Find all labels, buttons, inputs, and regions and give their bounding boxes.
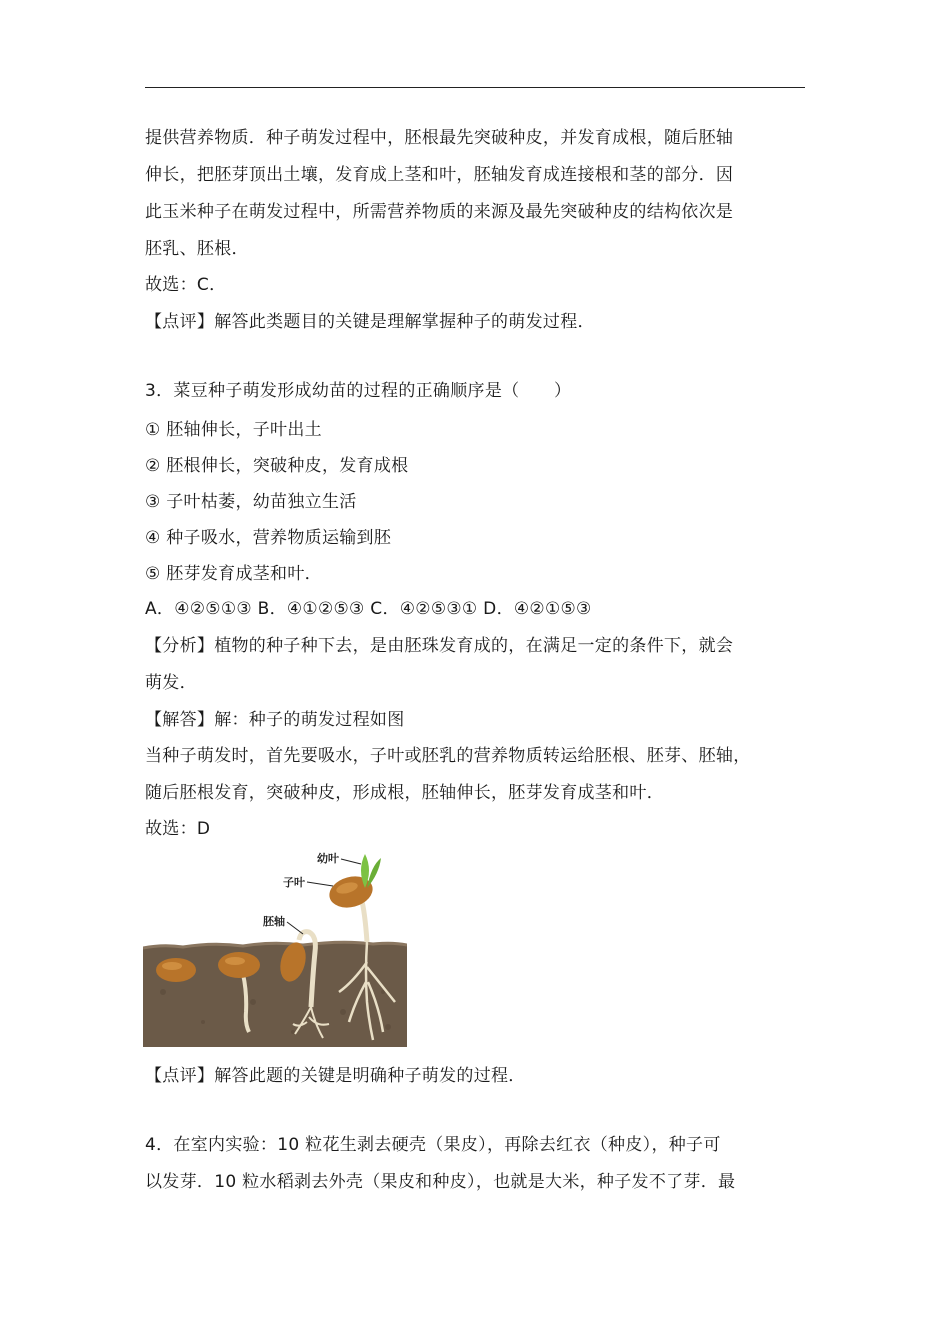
cotyledon bbox=[326, 872, 376, 912]
step-3: ③ 子叶枯萎，幼苗独立生活 bbox=[145, 492, 357, 512]
step-5: ⑤ 胚芽发育成茎和叶． bbox=[145, 564, 322, 584]
solution-line-2: 当种子萌发时，首先要吸水，子叶或胚乳的营养物质转运给胚根、胚芽、胚轴， bbox=[145, 746, 751, 766]
question-4-line-1: 4．在室内实验：10 粒花生剥去硬壳（果皮），再除去红衣（种皮），种子可 bbox=[145, 1135, 721, 1155]
germination-illustration bbox=[143, 852, 407, 1047]
solution-line-1: 【解答】解：种子的萌发过程如图 bbox=[145, 710, 405, 730]
question-4-line-2: 以发芽．10 粒水稻剥去外壳（果皮和种皮），也就是大米，种子发不了芽．最 bbox=[145, 1172, 736, 1192]
header-rule bbox=[145, 87, 805, 88]
step-4: ④ 种子吸水，营养物质运输到胚 bbox=[145, 528, 392, 548]
answer-line-2: 伸长，把胚芽顶出土壤，发育成上茎和叶，胚轴发育成连接根和茎的部分．因 bbox=[145, 165, 734, 185]
label-cotyledon: 子叶 bbox=[283, 876, 305, 889]
question-3-stem: 3．菜豆种子萌发形成幼苗的过程的正确顺序是（ ） bbox=[145, 381, 572, 401]
seedling-stem bbox=[361, 897, 367, 942]
answer-line-3: 此玉米种子在萌发过程中，所需营养物质的来源及最先突破种皮的结构依次是 bbox=[145, 202, 734, 222]
step-1: ① 胚轴伸长，子叶出土 bbox=[145, 420, 322, 440]
choice-result-2: 故选：D bbox=[145, 819, 211, 839]
seed-stage-1 bbox=[156, 958, 196, 982]
choice-result: 故选：C． bbox=[145, 275, 227, 295]
answer-line-4: 胚乳、胚根． bbox=[145, 239, 249, 259]
answer-options: A．④②⑤①③ B．④①②⑤③ C．④②⑤③① D．④②①⑤③ bbox=[145, 599, 592, 619]
solution-line-3: 随后胚根发育，突破种皮，形成根，胚轴伸长，胚芽发育成茎和叶． bbox=[145, 783, 664, 803]
seed-germination-figure bbox=[143, 852, 407, 1047]
comment-line: 【点评】解答此类题目的关键是理解掌握种子的萌发过程． bbox=[145, 312, 595, 332]
answer-line-1: 提供营养物质．种子萌发过程中，胚根最先突破种皮，并发育成根，随后胚轴 bbox=[145, 128, 734, 148]
comment-line-2: 【点评】解答此题的关键是明确种子萌发的过程． bbox=[145, 1066, 526, 1086]
label-young-leaf: 幼叶 bbox=[317, 852, 339, 865]
analysis-line-2: 萌发． bbox=[145, 673, 197, 693]
seed-stage-2 bbox=[218, 952, 260, 978]
label-hypocotyl: 胚轴 bbox=[263, 915, 285, 928]
step-2: ② 胚根伸长，突破种皮，发育成根 bbox=[145, 456, 409, 476]
analysis-line-1: 【分析】植物的种子种下去，是由胚珠发育成的，在满足一定的条件下，就会 bbox=[145, 636, 734, 656]
